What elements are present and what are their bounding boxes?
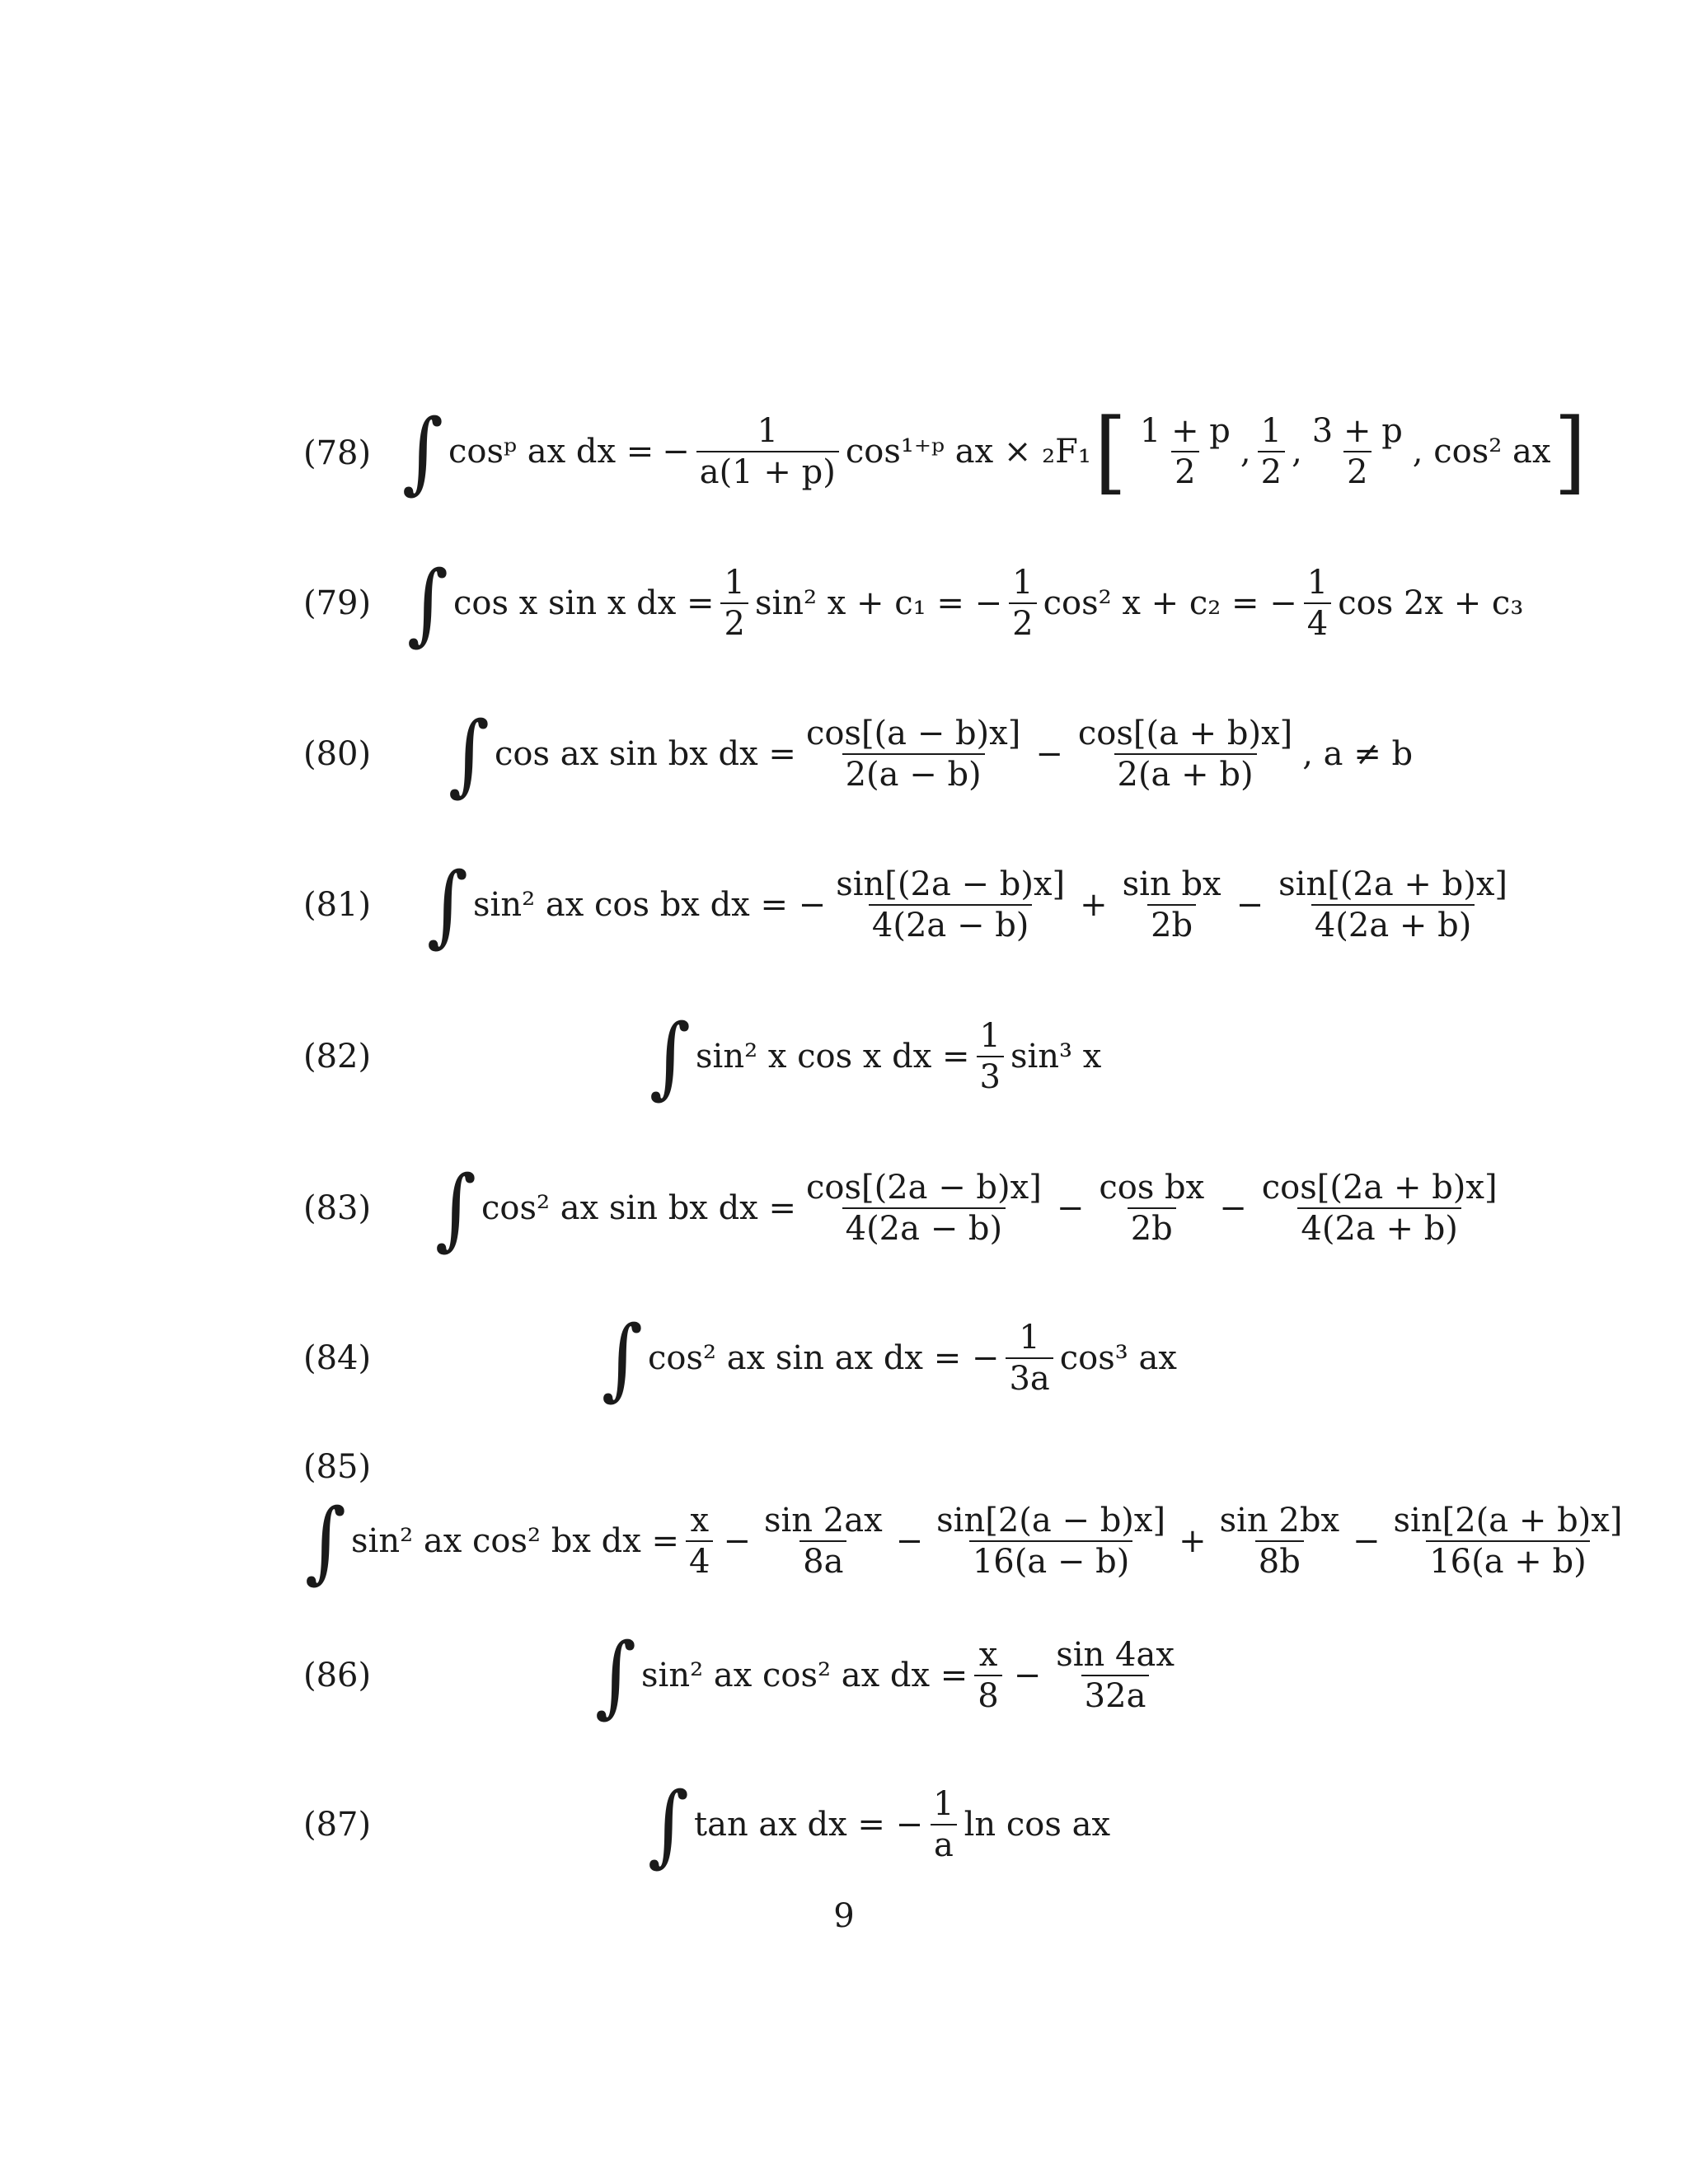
formula bbox=[448, 702, 1414, 806]
numerator: sin 2ax bbox=[763, 1502, 883, 1540]
equation-number: (84) bbox=[303, 1339, 372, 1377]
integral-sign: ∫ bbox=[402, 400, 444, 504]
denominator: 2 bbox=[720, 602, 748, 640]
operator: − bbox=[723, 1522, 751, 1560]
integral-sign: ∫ bbox=[602, 1306, 644, 1410]
numerator: 1 bbox=[1012, 564, 1034, 602]
numerator: cos[(2a + b)x] bbox=[1261, 1169, 1498, 1207]
equation-number: (79) bbox=[303, 584, 372, 622]
numerator: 1 bbox=[757, 412, 779, 450]
fraction bbox=[1309, 412, 1406, 491]
lhs: sin² x cos x dx = bbox=[696, 1038, 970, 1076]
equation-number: (80) bbox=[303, 735, 372, 773]
formula bbox=[407, 551, 1524, 655]
numerator: 1 bbox=[1260, 412, 1282, 450]
numerator: sin[2(a + b)x] bbox=[1393, 1502, 1623, 1540]
equation-number: (86) bbox=[303, 1657, 372, 1694]
denominator: 4 bbox=[686, 1540, 713, 1578]
fraction bbox=[933, 1502, 1169, 1581]
equation-number: (81) bbox=[303, 886, 372, 924]
formula bbox=[427, 853, 1517, 957]
fraction bbox=[974, 1638, 1001, 1713]
operator: − bbox=[1219, 1189, 1247, 1227]
numerator: sin 4ax bbox=[1056, 1636, 1175, 1674]
denominator: 3 bbox=[977, 1056, 1004, 1094]
fraction bbox=[1304, 564, 1331, 643]
fraction bbox=[1258, 412, 1285, 491]
numerator: cos bx bbox=[1099, 1169, 1205, 1207]
lhs: cosᵖ ax dx = bbox=[448, 433, 654, 471]
denominator: 2b bbox=[1147, 904, 1196, 942]
fraction bbox=[803, 715, 1024, 794]
lhs: cos ax sin bx dx = bbox=[495, 735, 796, 773]
term: , cos² ax bbox=[1412, 433, 1551, 471]
operator: − bbox=[1035, 735, 1063, 773]
numerator: cos[(a + b)x] bbox=[1077, 715, 1293, 752]
operator: + bbox=[1080, 886, 1108, 924]
formula bbox=[435, 1156, 1507, 1260]
numerator: 1 bbox=[979, 1017, 1001, 1055]
integral-sign: ∫ bbox=[435, 1156, 477, 1260]
numerator: 1 bbox=[1306, 564, 1329, 602]
fraction bbox=[696, 412, 839, 491]
numerator: 3 + p bbox=[1311, 412, 1403, 450]
term: cos² x + c₂ = − bbox=[1043, 584, 1297, 622]
numerator: x bbox=[978, 1636, 998, 1674]
integral-sign: ∫ bbox=[448, 702, 490, 806]
fraction bbox=[1275, 865, 1511, 944]
equation-number: (78) bbox=[303, 434, 372, 472]
denominator: 16(a + b) bbox=[1426, 1540, 1590, 1578]
operator: − bbox=[1236, 886, 1264, 924]
formula bbox=[305, 1489, 1632, 1593]
numerator: 1 + p bbox=[1139, 412, 1231, 450]
fraction bbox=[1390, 1502, 1626, 1581]
equation-number: (85) bbox=[303, 1448, 372, 1486]
denominator: 4(2a + b) bbox=[1297, 1207, 1461, 1245]
fraction bbox=[720, 564, 748, 643]
integral-sign: ∫ bbox=[305, 1489, 347, 1593]
denominator: 2 bbox=[1343, 451, 1371, 489]
denominator: 2 bbox=[1258, 451, 1285, 489]
numerator: 1 bbox=[1019, 1319, 1040, 1357]
denominator: 16(a − b) bbox=[969, 1540, 1133, 1578]
fraction bbox=[1006, 1319, 1053, 1398]
equation-number: (82) bbox=[303, 1038, 372, 1076]
numerator: cos[(a − b)x] bbox=[805, 715, 1021, 752]
numerator: sin 2bx bbox=[1219, 1502, 1340, 1540]
numerator: sin[(2a − b)x] bbox=[836, 865, 1066, 903]
denominator: a bbox=[931, 1824, 957, 1862]
integral-sign: ∫ bbox=[427, 853, 469, 957]
denominator: a(1 + p) bbox=[696, 451, 839, 489]
denominator: 2(a + b) bbox=[1114, 753, 1257, 791]
formula: ∫ cosᵖ ax dx = − $\frac{1}{a(1 + p)}$ cos¹⁺ᵖ ax × ₂F₁ [ $\frac{1 + p}{2}$ , $\frac{1}{2}$ , $\frac{3 + p}{2}$ , cos² ax ] bbox=[402, 398, 1587, 504]
term: sin² x + c₁ = − bbox=[754, 584, 1003, 622]
numerator: 1 bbox=[724, 564, 745, 602]
term: ln cos ax bbox=[964, 1806, 1111, 1844]
operator: − bbox=[1056, 1189, 1085, 1227]
term: sin³ x bbox=[1010, 1038, 1102, 1076]
denominator: 8 bbox=[974, 1675, 1001, 1713]
numerator: sin bx bbox=[1122, 865, 1221, 903]
fraction bbox=[1137, 412, 1234, 491]
fraction bbox=[761, 1502, 886, 1581]
formula bbox=[649, 1007, 1101, 1106]
fraction bbox=[1119, 865, 1225, 944]
denominator: 3a bbox=[1006, 1357, 1053, 1395]
operator: − bbox=[1013, 1657, 1042, 1694]
lhs: sin² ax cos bx dx = − bbox=[473, 886, 827, 924]
lhs: cos² ax sin bx dx = bbox=[481, 1189, 796, 1227]
fraction bbox=[832, 865, 1068, 944]
numerator: 1 bbox=[933, 1785, 954, 1823]
term: cos¹⁺ᵖ ax × ₂F₁ bbox=[845, 433, 1091, 471]
denominator: 2 bbox=[1009, 602, 1036, 640]
operator: − bbox=[895, 1522, 924, 1560]
equation-number: (87) bbox=[303, 1806, 372, 1844]
denominator: 2 bbox=[1171, 451, 1198, 489]
fraction bbox=[977, 1019, 1004, 1094]
lhs: sin² ax cos² ax dx = bbox=[641, 1657, 968, 1694]
formula bbox=[648, 1773, 1111, 1877]
lhs: cos² ax sin ax dx = − bbox=[648, 1339, 1000, 1377]
integral-sign: ∫ bbox=[649, 1005, 692, 1108]
fraction bbox=[803, 1169, 1045, 1248]
denominator: 2(a − b) bbox=[842, 753, 985, 791]
fraction bbox=[1075, 715, 1296, 794]
denominator: 8a bbox=[799, 1540, 846, 1578]
lhs: tan ax dx = − bbox=[694, 1806, 924, 1844]
numerator: sin[2(a − b)x] bbox=[936, 1502, 1166, 1540]
denominator: 4(2a − b) bbox=[869, 904, 1033, 942]
formula bbox=[602, 1306, 1177, 1410]
fraction bbox=[930, 1785, 957, 1864]
denominator: 4(2a − b) bbox=[842, 1207, 1006, 1245]
formula bbox=[595, 1626, 1184, 1725]
operator: − bbox=[1353, 1522, 1381, 1560]
integral-sign: ∫ bbox=[648, 1773, 690, 1877]
lhs: cos x sin x dx = bbox=[453, 584, 715, 622]
fraction bbox=[1053, 1638, 1178, 1713]
denominator: 4(2a + b) bbox=[1311, 904, 1475, 942]
fraction bbox=[1217, 1502, 1343, 1581]
condition: , a ≠ b bbox=[1302, 735, 1414, 773]
lhs: sin² ax cos² bx dx = bbox=[351, 1522, 680, 1560]
fraction bbox=[686, 1502, 713, 1581]
operator: + bbox=[1179, 1522, 1207, 1560]
term: cos³ ax bbox=[1059, 1339, 1177, 1377]
numerator: cos[(2a − b)x] bbox=[805, 1169, 1042, 1207]
denominator: 2b bbox=[1128, 1207, 1176, 1245]
equation-number: (83) bbox=[303, 1189, 372, 1227]
denominator: 32a bbox=[1081, 1675, 1150, 1713]
fraction bbox=[1259, 1169, 1501, 1248]
integral-sign: ∫ bbox=[595, 1624, 637, 1727]
integral-sign: ∫ bbox=[407, 551, 449, 655]
left-bracket: [ bbox=[1094, 398, 1127, 504]
numerator: sin[(2a + b)x] bbox=[1278, 865, 1508, 903]
page-number: 9 bbox=[833, 1897, 855, 1935]
minus: − bbox=[662, 433, 690, 471]
term: cos 2x + c₃ bbox=[1338, 584, 1524, 622]
fraction bbox=[1095, 1169, 1207, 1248]
denominator: 8b bbox=[1255, 1540, 1304, 1578]
denominator: 4 bbox=[1304, 602, 1331, 640]
numerator: x bbox=[690, 1502, 710, 1540]
fraction bbox=[1009, 564, 1036, 643]
right-bracket: ] bbox=[1554, 398, 1587, 504]
